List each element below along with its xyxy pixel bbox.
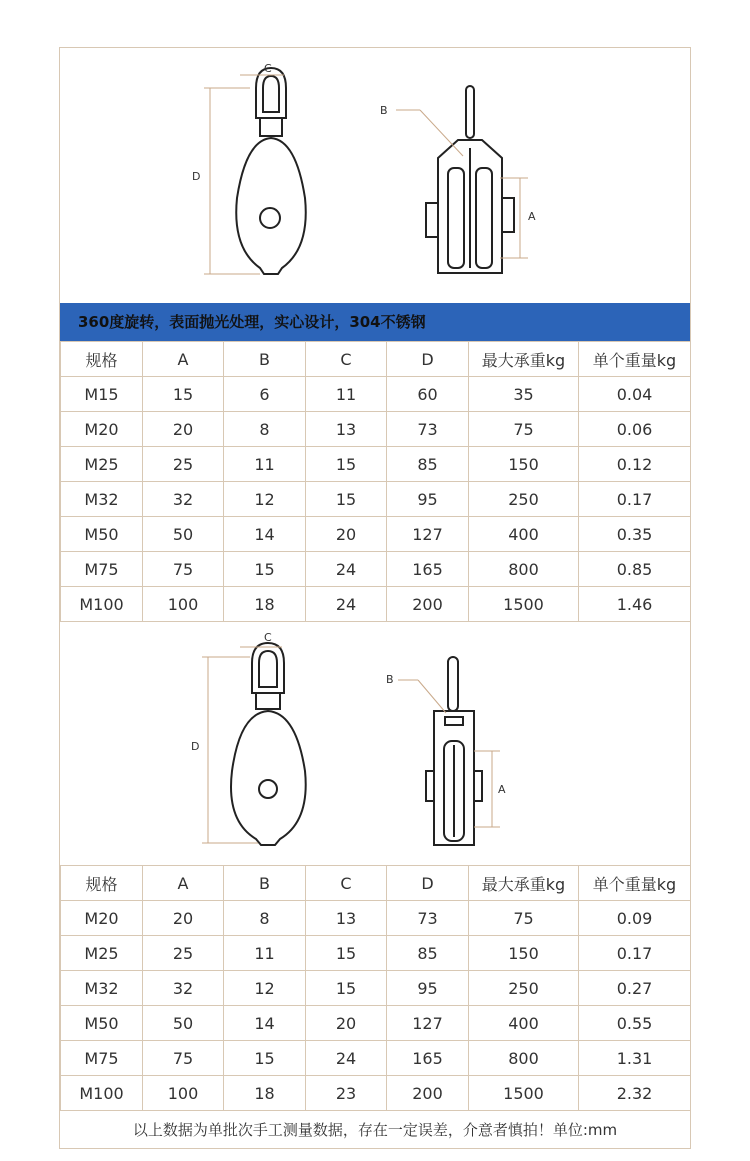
value-cell: 24: [306, 552, 387, 587]
value-cell: 14: [224, 1006, 306, 1041]
table-row: [61, 552, 691, 587]
value-cell: 50: [143, 1006, 224, 1041]
value-cell: 15: [224, 1041, 306, 1076]
value-cell: 15: [306, 482, 387, 517]
label-a-2: A: [498, 783, 506, 796]
value-cell: 12: [224, 971, 306, 1006]
spec-table-double: [60, 341, 691, 622]
table-header-row: [61, 866, 691, 901]
model-cell: M100: [61, 1076, 143, 1111]
model-cell: M15: [61, 377, 143, 412]
value-cell: 0.85: [579, 552, 691, 587]
model-cell: M20: [61, 412, 143, 447]
value-cell: 20: [143, 412, 224, 447]
double-pulley-diagram: [60, 48, 690, 303]
value-cell: 127: [387, 1006, 469, 1041]
value-cell: 150: [469, 936, 579, 971]
label-b-2: B: [386, 673, 394, 686]
table-row: [61, 1006, 691, 1041]
value-cell: 95: [387, 482, 469, 517]
value-cell: 400: [469, 1006, 579, 1041]
table-row: [61, 587, 691, 622]
model-cell: M100: [61, 587, 143, 622]
value-cell: 18: [224, 587, 306, 622]
value-cell: 2.32: [579, 1076, 691, 1111]
table-row: [61, 482, 691, 517]
value-cell: 0.27: [579, 971, 691, 1006]
value-cell: 85: [387, 447, 469, 482]
value-cell: 15: [306, 447, 387, 482]
value-cell: 0.17: [579, 482, 691, 517]
model-cell: M25: [61, 447, 143, 482]
value-cell: 15: [306, 971, 387, 1006]
value-cell: 0.04: [579, 377, 691, 412]
column-header: B: [224, 866, 306, 901]
value-cell: 127: [387, 517, 469, 552]
value-cell: 0.12: [579, 447, 691, 482]
value-cell: 25: [143, 447, 224, 482]
value-cell: 23: [306, 1076, 387, 1111]
value-cell: 75: [469, 412, 579, 447]
value-cell: 73: [387, 412, 469, 447]
value-cell: 800: [469, 1041, 579, 1076]
value-cell: 24: [306, 587, 387, 622]
footer-note: 以上数据为单批次手工测量数据，存在一定误差，介意者慎拍！单位:mm: [132, 1121, 618, 1139]
value-cell: 0.17: [579, 936, 691, 971]
value-cell: 75: [143, 1041, 224, 1076]
label-d-2: D: [191, 740, 200, 753]
column-header: 单个重量kg: [579, 866, 691, 901]
table-row: [61, 412, 691, 447]
single-pulley-diagram: [60, 621, 690, 865]
value-cell: 0.09: [579, 901, 691, 936]
table-row: [61, 447, 691, 482]
spec-table-single-body: [61, 866, 691, 1111]
value-cell: 95: [387, 971, 469, 1006]
label-c-2: C: [264, 631, 272, 644]
value-cell: 165: [387, 1041, 469, 1076]
table-row: [61, 1041, 691, 1076]
value-cell: 14: [224, 517, 306, 552]
model-cell: M32: [61, 482, 143, 517]
model-cell: M75: [61, 1041, 143, 1076]
value-cell: 20: [306, 517, 387, 552]
value-cell: 165: [387, 552, 469, 587]
spec-sheet-frame: [59, 47, 691, 1149]
value-cell: 50: [143, 517, 224, 552]
model-cell: M50: [61, 1006, 143, 1041]
model-cell: M50: [61, 517, 143, 552]
value-cell: 11: [306, 377, 387, 412]
value-cell: 1500: [469, 1076, 579, 1111]
value-cell: 100: [143, 587, 224, 622]
value-cell: 1.46: [579, 587, 691, 622]
value-cell: 200: [387, 1076, 469, 1111]
table-row: [61, 971, 691, 1006]
table-header-row: [61, 342, 691, 377]
value-cell: 200: [387, 587, 469, 622]
feature-banner: 360度旋转，表面抛光处理，实心设计，304不锈钢: [60, 303, 690, 341]
value-cell: 12: [224, 482, 306, 517]
value-cell: 1.31: [579, 1041, 691, 1076]
spec-table-single: [60, 865, 691, 1111]
value-cell: 32: [143, 482, 224, 517]
value-cell: 20: [143, 901, 224, 936]
model-cell: M25: [61, 936, 143, 971]
value-cell: 73: [387, 901, 469, 936]
label-d: D: [192, 170, 201, 183]
value-cell: 15: [224, 552, 306, 587]
value-cell: 15: [143, 377, 224, 412]
value-cell: 800: [469, 552, 579, 587]
value-cell: 25: [143, 936, 224, 971]
column-header: 单个重量kg: [579, 342, 691, 377]
value-cell: 18: [224, 1076, 306, 1111]
model-cell: M75: [61, 552, 143, 587]
spec-table-double-body: [61, 342, 691, 622]
table-row: [61, 936, 691, 971]
value-cell: 75: [469, 901, 579, 936]
table-row: [61, 901, 691, 936]
column-header: B: [224, 342, 306, 377]
column-header: A: [143, 866, 224, 901]
value-cell: 11: [224, 936, 306, 971]
value-cell: 11: [224, 447, 306, 482]
value-cell: 75: [143, 552, 224, 587]
column-header: 规格: [61, 866, 143, 901]
value-cell: 250: [469, 971, 579, 1006]
table-row: [61, 517, 691, 552]
value-cell: 150: [469, 447, 579, 482]
value-cell: 35: [469, 377, 579, 412]
table-row: [61, 1076, 691, 1111]
column-header: A: [143, 342, 224, 377]
value-cell: 60: [387, 377, 469, 412]
section-divider: [60, 621, 690, 622]
value-cell: 24: [306, 1041, 387, 1076]
value-cell: 20: [306, 1006, 387, 1041]
label-c: C: [264, 62, 272, 75]
value-cell: 13: [306, 901, 387, 936]
value-cell: 6: [224, 377, 306, 412]
column-header: D: [387, 866, 469, 901]
single-pulley-drawing: [60, 621, 690, 865]
value-cell: 15: [306, 936, 387, 971]
value-cell: 400: [469, 517, 579, 552]
model-cell: M20: [61, 901, 143, 936]
value-cell: 100: [143, 1076, 224, 1111]
column-header: 最大承重kg: [469, 342, 579, 377]
value-cell: 13: [306, 412, 387, 447]
value-cell: 0.35: [579, 517, 691, 552]
value-cell: 32: [143, 971, 224, 1006]
value-cell: 0.55: [579, 1006, 691, 1041]
double-pulley-drawing: [60, 48, 690, 303]
value-cell: 0.06: [579, 412, 691, 447]
column-header: C: [306, 342, 387, 377]
value-cell: 1500: [469, 587, 579, 622]
column-header: 最大承重kg: [469, 866, 579, 901]
label-a: A: [528, 210, 536, 223]
value-cell: 8: [224, 412, 306, 447]
value-cell: 250: [469, 482, 579, 517]
value-cell: 85: [387, 936, 469, 971]
column-header: 规格: [61, 342, 143, 377]
model-cell: M32: [61, 971, 143, 1006]
table-row: [61, 377, 691, 412]
label-b: B: [380, 104, 388, 117]
column-header: D: [387, 342, 469, 377]
value-cell: 8: [224, 901, 306, 936]
column-header: C: [306, 866, 387, 901]
